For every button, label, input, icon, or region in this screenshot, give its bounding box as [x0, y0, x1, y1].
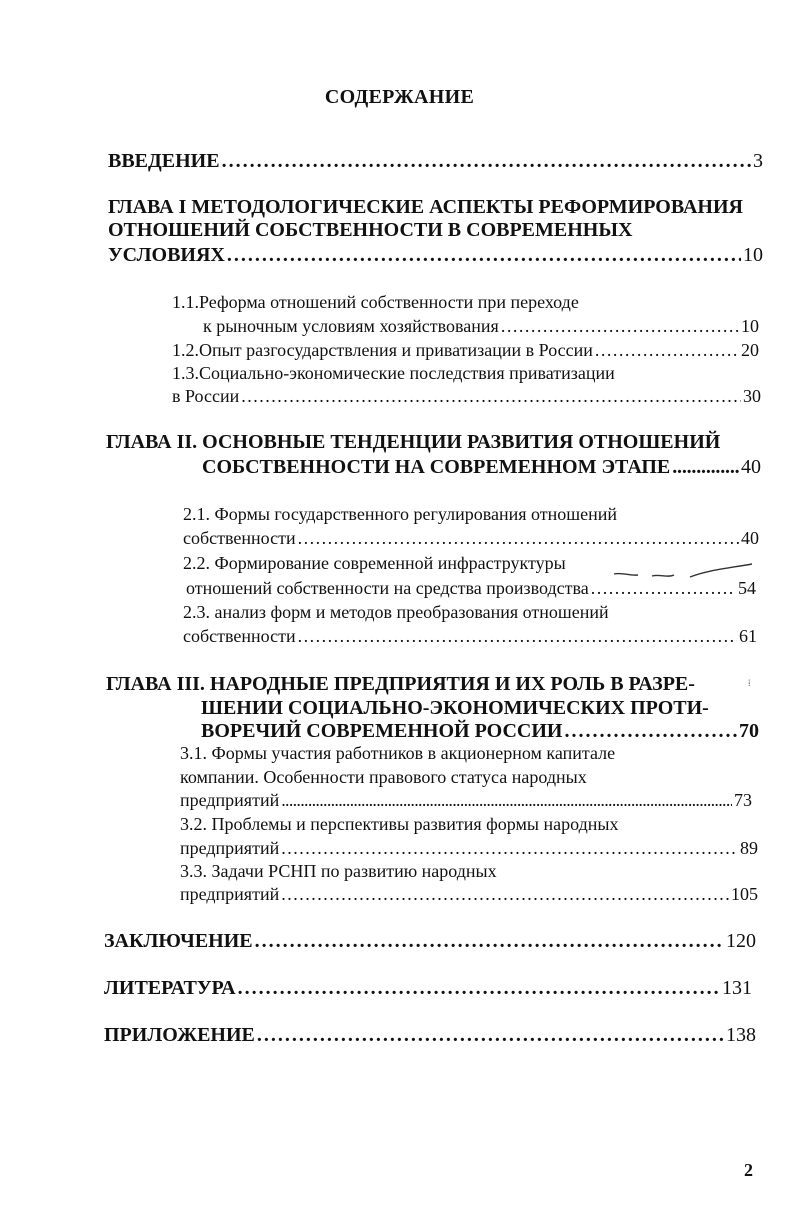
section-3-3-line1[interactable]: 3.3. Задачи РСНП по развитию народных — [180, 861, 497, 881]
dot-leader — [281, 790, 732, 811]
entry-label: к рыночным условиям хозяйствования — [203, 316, 499, 336]
chapter-2-heading-line1[interactable]: ГЛАВА II. ОСНОВНЫЕ ТЕНДЕНЦИИ РАЗВИТИЯ ОТНОШЕНИЙ — [106, 431, 721, 453]
entry-label: СОБСТВЕННОСТИ НА СОВРЕМЕННОМ ЭТАПЕ — [202, 456, 671, 478]
dot-leader — [238, 977, 720, 1000]
chapter-1-heading-line1[interactable]: ГЛАВА I МЕТОДОЛОГИЧЕСКИЕ АСПЕКТЫ РЕФОРМИРОВАНИЯ — [108, 196, 743, 218]
dot-leader — [298, 528, 739, 549]
entry-page: 120 — [726, 930, 756, 952]
entry-page: 61 — [739, 626, 757, 646]
dot-leader — [241, 386, 741, 407]
dot-leader — [227, 244, 741, 267]
toc-entry-chapter-1[interactable] — [108, 244, 763, 267]
section-3-2-line1[interactable]: 3.2. Проблемы и перспективы развития формы народных — [180, 814, 619, 834]
toc-entry-section-2-1[interactable] — [183, 528, 759, 549]
chapter-3-heading-line2[interactable]: ШЕНИИ СОЦИАЛЬНО-ЭКОНОМИЧЕСКИХ ПРОТИ- — [201, 697, 709, 719]
toc-entry-literature[interactable] — [104, 977, 752, 1000]
toc-entry-section-1-3[interactable] — [172, 386, 761, 407]
dot-leader — [501, 316, 739, 337]
section-2-1-line1[interactable]: 2.1. Формы государственного регулирования отношений — [183, 504, 618, 524]
dot-leader — [672, 456, 739, 479]
entry-page: 131 — [722, 977, 752, 999]
entry-label: ВВЕДЕНИЕ — [108, 150, 220, 172]
entry-label: ВОРЕЧИЙ СОВРЕМЕННОЙ РОССИИ — [201, 720, 563, 742]
dot-leader — [281, 884, 729, 905]
dot-leader — [595, 340, 739, 361]
entry-label: ЛИТЕРАТУРА — [104, 977, 236, 999]
dot-leader — [298, 626, 737, 647]
page-number: 2 — [744, 1160, 753, 1180]
entry-label: предприятий — [180, 884, 280, 904]
entry-page: 3 — [753, 150, 763, 172]
entry-page: 70 — [739, 720, 759, 742]
dot-leader — [257, 1024, 724, 1047]
toc-entry-section-1-2[interactable] — [172, 340, 759, 361]
entry-page: 10 — [743, 244, 763, 266]
entry-page: 105 — [731, 884, 758, 904]
entry-page: 73 — [734, 790, 752, 810]
entry-label: 1.2.Опыт разгосударствления и приватизации в России — [172, 340, 593, 360]
dot-leader — [564, 720, 737, 743]
toc-entry-chapter-2[interactable] — [202, 456, 761, 479]
entry-label: УСЛОВИЯХ — [108, 244, 225, 266]
section-1-3-line1[interactable]: 1.3.Социально-экономические последствия приватизации — [172, 363, 615, 383]
section-3-1-line1[interactable]: 3.1. Формы участия работников в акционерном капитале — [180, 743, 616, 763]
entry-label: ЗАКЛЮЧЕНИЕ — [104, 930, 253, 952]
entry-label: ПРИЛОЖЕНИЕ — [104, 1024, 255, 1046]
entry-page: 89 — [740, 838, 758, 858]
entry-label: отношений собственности на средства производства — [186, 578, 589, 598]
entry-page: 40 — [741, 456, 761, 478]
entry-page: 20 — [741, 340, 759, 360]
entry-label: собственности — [183, 528, 296, 548]
toc-entry-chapter-3[interactable] — [201, 720, 759, 743]
dot-leader — [255, 930, 724, 953]
toc-title: СОДЕРЖАНИЕ — [324, 86, 475, 108]
toc-entry-appendix[interactable] — [104, 1024, 756, 1047]
entry-label: собственности — [183, 626, 296, 646]
toc-entry-section-3-3[interactable] — [180, 884, 758, 905]
toc-entry-conclusion[interactable] — [104, 930, 756, 953]
entry-page: 30 — [743, 386, 761, 406]
section-1-1-line1[interactable]: 1.1.Реформа отношений собственности при переходе — [172, 292, 579, 312]
pen-scribble-mark — [612, 556, 757, 590]
section-2-3-line1[interactable]: 2.3. анализ форм и методов преобразования отношений — [183, 602, 609, 622]
toc-entry-intro[interactable] — [108, 150, 763, 173]
section-3-1-line2[interactable]: компании. Особенности правового статуса народных — [180, 767, 587, 787]
entry-label: предприятий — [180, 790, 280, 810]
entry-page: 10 — [741, 316, 759, 336]
chapter-1-heading-line2[interactable]: ОТНОШЕНИЙ СОБСТВЕННОСТИ В СОВРЕМЕННЫХ — [108, 219, 633, 241]
margin-mark: ⁞ — [748, 678, 751, 688]
entry-page: 40 — [741, 528, 759, 548]
dot-leader — [222, 150, 751, 173]
dot-leader — [281, 838, 738, 859]
toc-entry-section-1-1[interactable] — [203, 316, 759, 337]
entry-label: в России — [172, 386, 240, 406]
entry-label: предприятий — [180, 838, 280, 858]
chapter-3-heading-line1[interactable]: ГЛАВА III. НАРОДНЫЕ ПРЕДПРИЯТИЯ И ИХ РОЛЬ В РАЗРЕ- — [106, 673, 695, 695]
toc-entry-section-3-2[interactable] — [180, 838, 758, 859]
toc-entry-section-2-3[interactable] — [183, 626, 757, 647]
entry-page: 138 — [726, 1024, 756, 1046]
section-2-2-line1[interactable]: 2.2. Формирование современной инфраструктуры — [183, 553, 566, 573]
entry-page: 54 — [738, 578, 756, 598]
toc-entry-section-3-1[interactable] — [180, 790, 752, 811]
